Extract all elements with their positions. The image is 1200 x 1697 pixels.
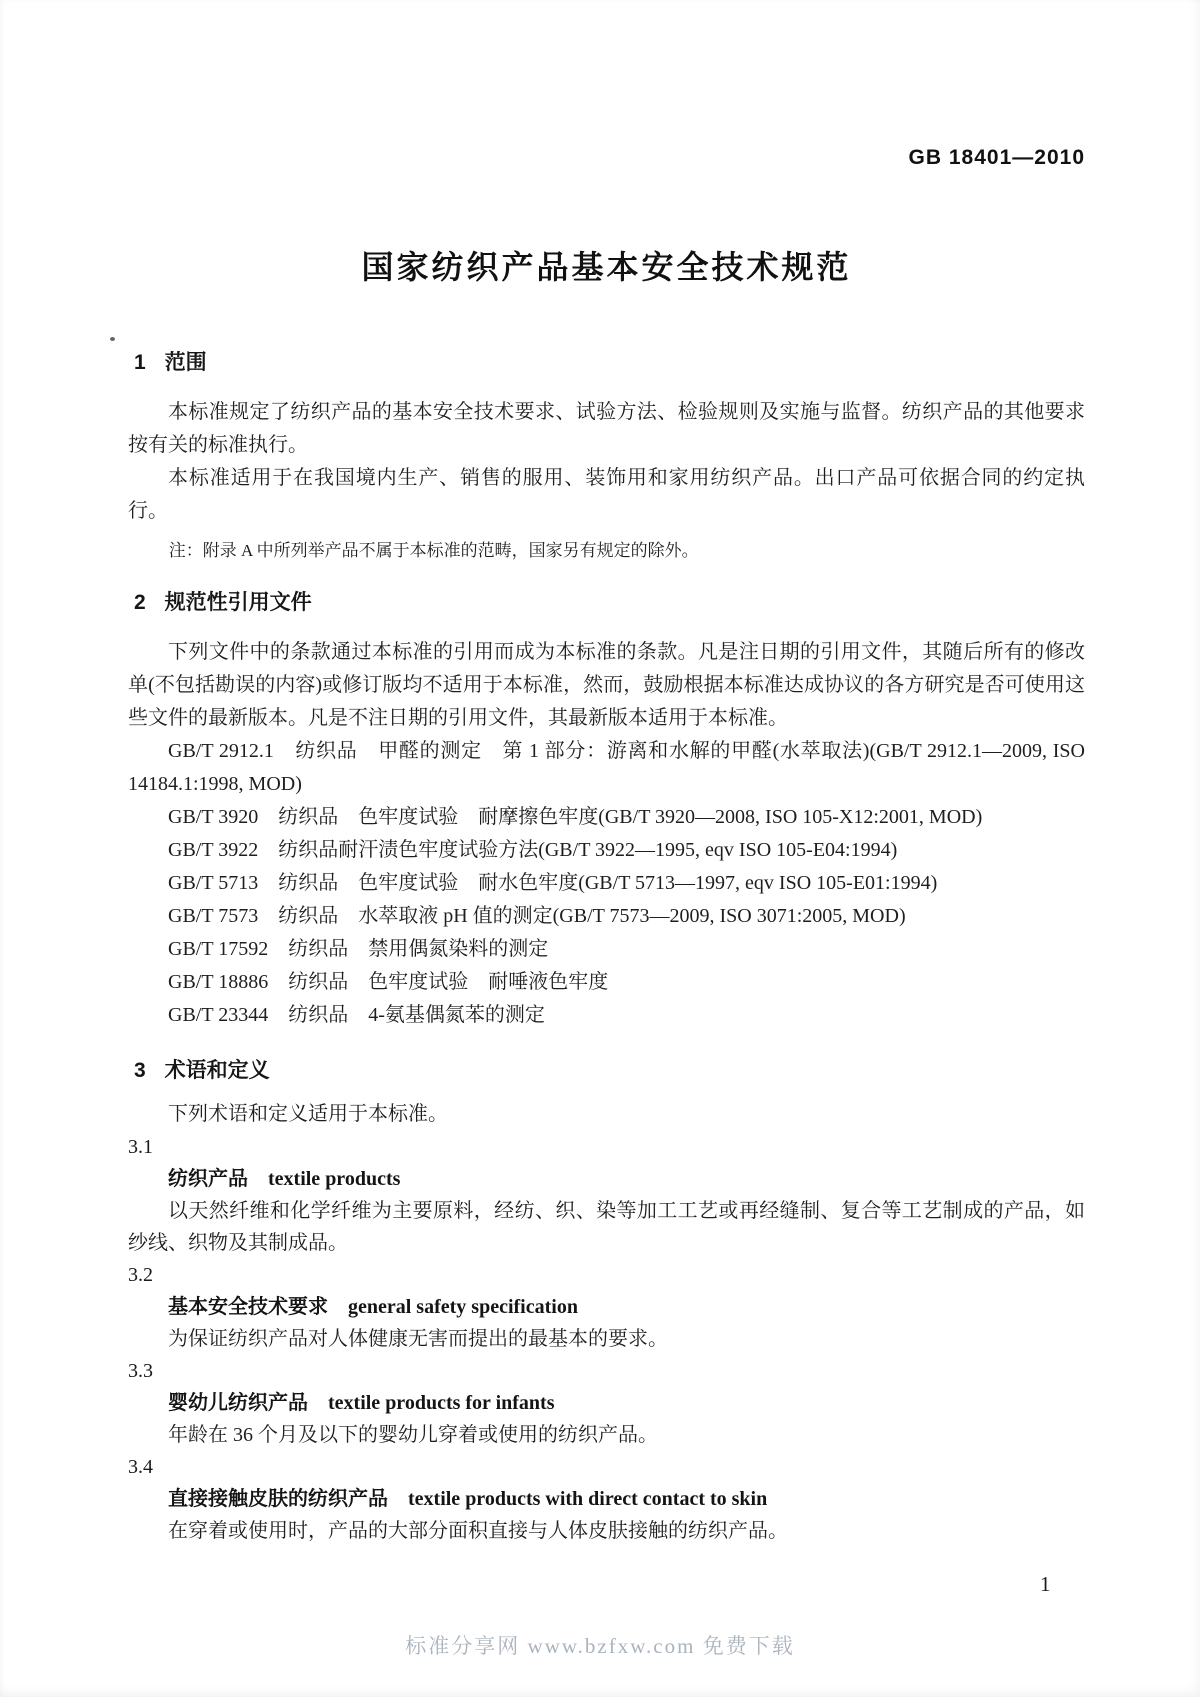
term-name-en: textile products with direct contact to skin [408, 1488, 768, 1510]
document-title: 国家纺织产品基本安全技术规范 [361, 249, 852, 285]
term-title [128, 1387, 1085, 1419]
references-intro: 下列文件中的条款通过本标准的引用而成为本标准的条款。凡是注日期的引用文件，其随后所有的修改单(不包括勘误的内容)或修订版均不适用于本标准，然而，鼓励根据本标准达成协议的各方研究是否可使用这些文件的最新版本。凡是不注日期的引用文件，其最新版本适用于本标准。 [128, 641, 1085, 729]
term-name-en: general safety specification [348, 1296, 578, 1318]
term-title [128, 1291, 1085, 1323]
term-block [128, 1131, 1085, 1259]
page-number: 1 [1040, 1572, 1051, 1596]
term-name-en: textile products [268, 1168, 401, 1190]
reference-list [128, 735, 1085, 1032]
section-heading-label: 规范性引用文件 [164, 591, 312, 614]
standard-number: GB 18401—2010 [908, 146, 1085, 169]
term-block [128, 1451, 1085, 1547]
scope-note: 注：附录 A 中所列举产品不属于本标准的范畴，国家另有规定的除外。 [168, 541, 699, 560]
scan-ink-speck [110, 337, 115, 341]
term-definition: 年龄在 36 个月及以下的婴幼儿穿着或使用的纺织产品。 [168, 1424, 658, 1446]
term-number: 3.3 [128, 1360, 153, 1382]
term-name-zh: 直接接触皮肤的纺织产品 [168, 1488, 388, 1510]
section-number: 1 [134, 351, 146, 374]
term-number: 3.4 [128, 1456, 153, 1478]
reference-item: GB/T 5713 纺织品 色牢度试验 耐水色牢度(GB/T 5713—1997, eqv ISO 105-E01:1994) [168, 872, 938, 894]
reference-item: GB/T 7573 纺织品 水萃取液 pH 值的测定(GB/T 7573—2009, ISO 3071:2005, MOD) [168, 905, 906, 927]
scope-paragraph-1: 本标准规定了纺织产品的基本安全技术要求、试验方法、检验规则及实施与监督。纺织产品的其他要求按有关的标准执行。 [128, 401, 1085, 456]
term-title [128, 1163, 1085, 1195]
reference-item: GB/T 18886 纺织品 色牢度试验 耐唾液色牢度 [168, 971, 609, 993]
section-number: 2 [134, 591, 146, 614]
term-title [128, 1483, 1085, 1515]
section-number: 3 [134, 1059, 146, 1082]
section-heading-label: 术语和定义 [164, 1059, 270, 1082]
term-name-zh: 婴幼儿纺织产品 [168, 1392, 308, 1414]
section-heading-terms [134, 1058, 1085, 1084]
term-name-en: textile products for infants [328, 1392, 555, 1414]
term-block [128, 1355, 1085, 1451]
reference-item: GB/T 23344 纺织品 4-氨基偶氮苯的测定 [168, 1004, 545, 1026]
terms-intro: 下列术语和定义适用于本标准。 [168, 1103, 448, 1125]
reference-item: GB/T 17592 纺织品 禁用偶氮染料的测定 [168, 938, 549, 960]
term-definition: 为保证纺织产品对人体健康无害而提出的最基本的要求。 [168, 1328, 668, 1350]
term-name-zh: 基本安全技术要求 [168, 1296, 328, 1318]
term-number: 3.1 [128, 1136, 153, 1158]
watermark-text: 标准分享网 www.bzfxw.com 免费下载 [405, 1634, 795, 1658]
section-heading-references [134, 590, 1085, 616]
reference-item: GB/T 3922 纺织品耐汗渍色牢度试验方法(GB/T 3922—1995, eqv ISO 105-E04:1994) [168, 839, 898, 861]
reference-item: GB/T 2912.1 纺织品 甲醛的测定 第 1 部分：游离和水解的甲醛(水萃取法)(GB/T 2912.1—2009, ISO 14184.1:1998, MOD) [128, 740, 1085, 795]
term-name-zh: 纺织产品 [168, 1168, 248, 1190]
reference-item: GB/T 3920 纺织品 色牢度试验 耐摩擦色牢度(GB/T 3920—2008, ISO 105-X12:2001, MOD) [168, 806, 983, 828]
term-definition: 以天然纤维和化学纤维为主要原料，经纺、织、染等加工工艺或再经缝制、复合等工艺制成的产品，如纱线、织物及其制成品。 [128, 1200, 1085, 1254]
section-heading-scope [134, 350, 1085, 376]
scope-paragraph-2: 本标准适用于在我国境内生产、销售的服用、装饰用和家用纺织产品。出口产品可依据合同的约定执行。 [128, 467, 1085, 522]
term-definition: 在穿着或使用时，产品的大部分面积直接与人体皮肤接触的纺织产品。 [168, 1520, 788, 1542]
term-number: 3.2 [128, 1264, 153, 1286]
term-block [128, 1259, 1085, 1355]
section-heading-label: 范围 [164, 351, 207, 374]
